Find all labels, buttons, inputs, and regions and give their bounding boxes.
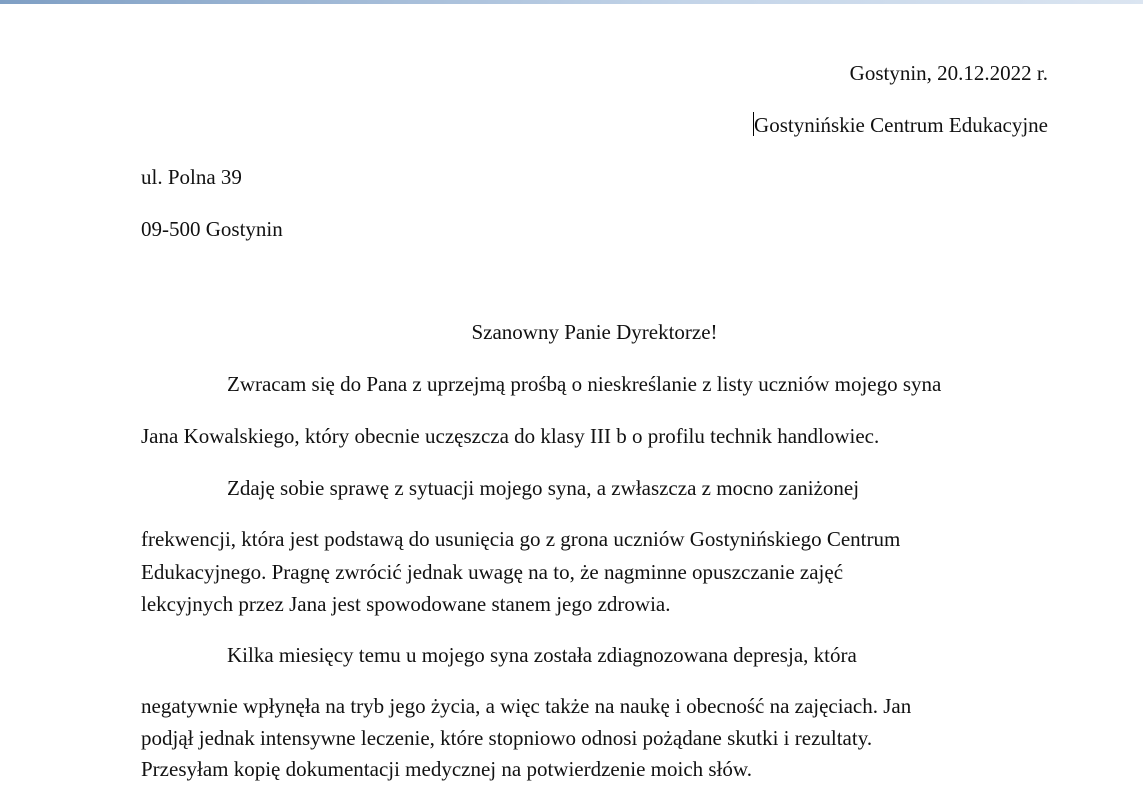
body-line: Edukacyjnego. Pragnę zwrócić jednak uwagę na to, że nagminne opuszczanie zajęć — [141, 560, 844, 584]
body-line: Zwracam się do Pana z uprzejmą prośbą o nieskreślanie z listy uczniów mojego syna — [227, 372, 942, 396]
body-line: Przesyłam kopię dokumentacji medycznej na potwierdzenie moich słów. — [141, 757, 752, 781]
body-line: frekwencji, która jest podstawą do usunięcia go z grona uczniów Gostynińskiego Centrum — [141, 527, 901, 551]
body-line: negatywnie wpłynęła na tryb jego życia, a więc także na naukę i obecność na zajęciach. Jan — [141, 694, 912, 718]
body-line: lekcyjnych przez Jana jest spowodowane stanem jego zdrowia. — [141, 592, 671, 616]
body-line: Kilka miesięcy temu u mojego syna została zdiagnozowana depresja, która — [227, 643, 857, 667]
document-page[interactable] — [0, 4, 1143, 786]
recipient-name: Gostynińskie Centrum Edukacyjne — [754, 113, 1048, 137]
recipient-street: ul. Polna 39 — [141, 165, 242, 189]
recipient-city: 09-500 Gostynin — [141, 217, 283, 241]
recipient-name-line — [753, 109, 1048, 141]
body-line: podjął jednak intensywne leczenie, które stopniowo odnosi pożądane skutki i rezultaty. — [141, 726, 873, 750]
body-line: Jana Kowalskiego, który obecnie uczęszcza do klasy III b o profilu technik handlowiec. — [141, 424, 880, 448]
salutation: Szanowny Panie Dyrektorze! — [471, 320, 718, 344]
place-date: Gostynin, 20.12.2022 r. — [849, 61, 1048, 85]
body-line: Zdaję sobie sprawę z sytuacji mojego syna, a zwłaszcza z mocno zaniżonej — [227, 476, 860, 500]
